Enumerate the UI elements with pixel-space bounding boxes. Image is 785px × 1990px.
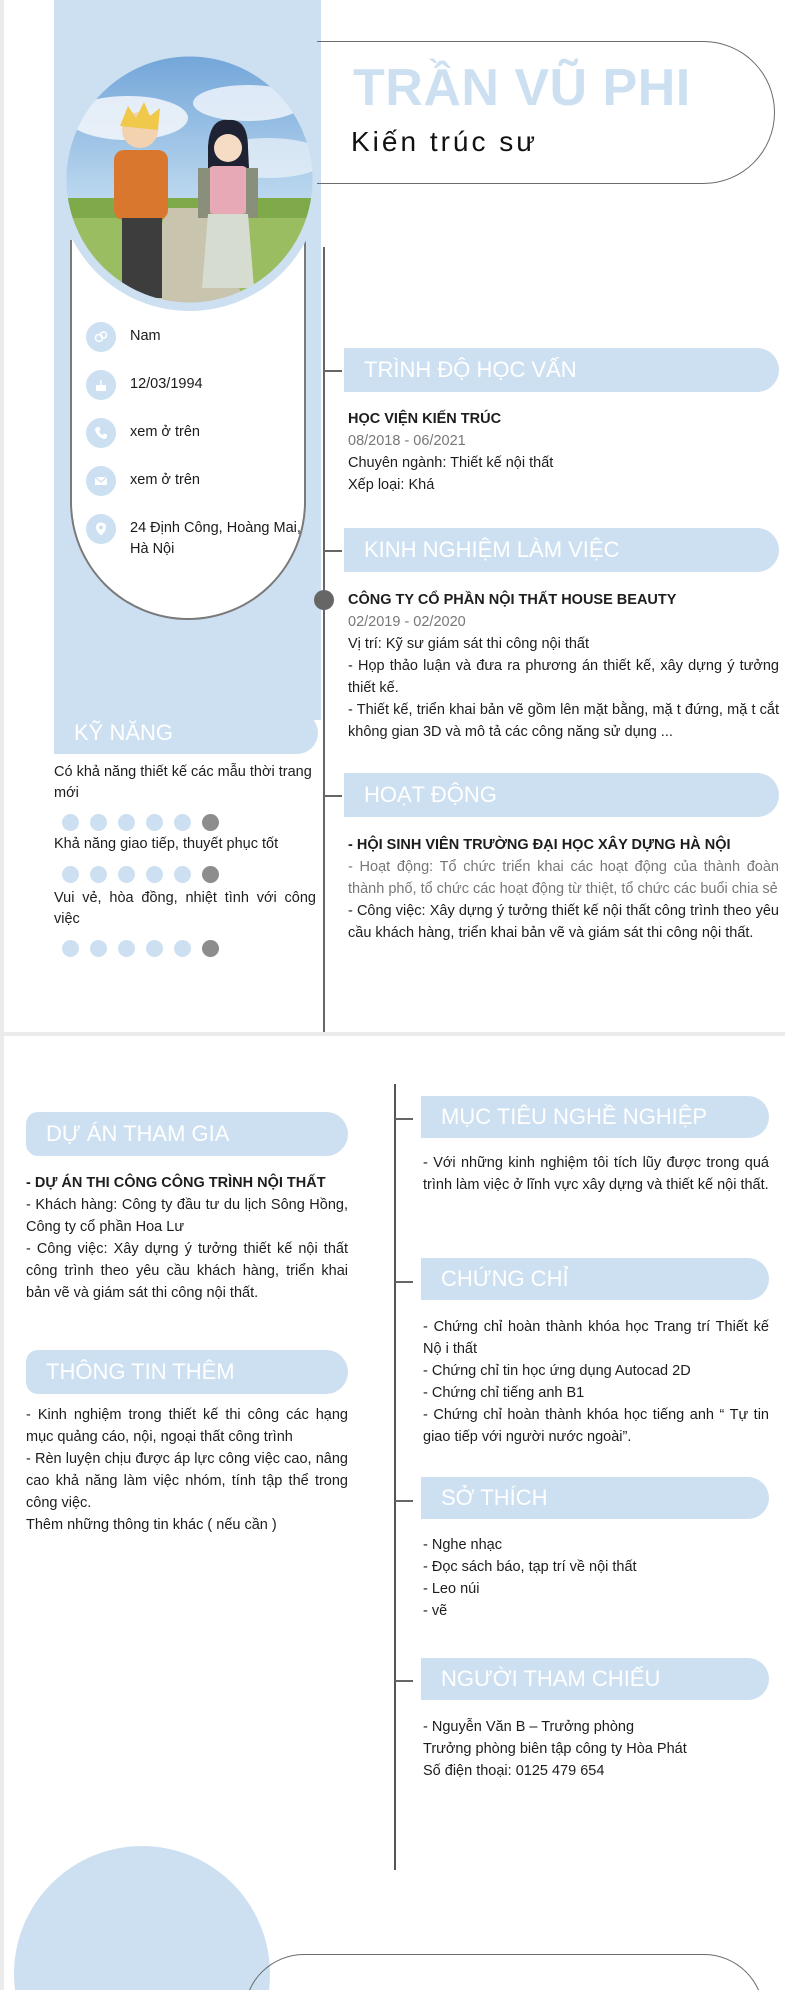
timeline-tick: [324, 370, 342, 372]
school-name: HỌC VIỆN KIẾN TRÚC: [348, 411, 502, 427]
rating-dot: [174, 940, 191, 957]
education-major: Chuyên ngành: Thiết kế nội thất: [348, 455, 554, 471]
hobbies-block: [423, 1534, 769, 1622]
rating-dot: [118, 940, 135, 957]
birthday-cake-icon: [86, 370, 116, 400]
timeline-tick: [324, 795, 342, 797]
timeline-tick: [395, 1500, 413, 1502]
rating-dot: [202, 940, 219, 957]
education-period: 08/2018 - 06/2021: [348, 433, 466, 449]
rating-dot: [146, 940, 163, 957]
birthday-row: [86, 374, 306, 400]
activity-line-2: - Công việc: Xây dựng ý tưởng thiết kế nội thất công trình theo yêu cầu khách hàng, triển khai bản vẽ và giám sát thi công nội thất.: [348, 903, 779, 941]
goals-heading: MỤC TIÊU NGHỀ NGHIỆP: [421, 1096, 769, 1138]
hobby-line-3: - Leo núi: [423, 1581, 480, 1597]
birthday-text: 12/03/1994: [130, 376, 203, 392]
avatar-illustration: [58, 48, 321, 311]
rating-dot: [174, 814, 191, 831]
hobby-line-2: - Đọc sách báo, tạp trí về nội thất: [423, 1559, 637, 1575]
rating-dot: [146, 866, 163, 883]
certificate-line-4: - Chứng chỉ hoàn thành khóa học tiếng anh “ Tự tin giao tiếp với người nước ngoài”.: [423, 1407, 769, 1445]
skill-3-rating: [62, 940, 219, 957]
candidate-name: TRẦN VŨ PHI: [353, 59, 691, 117]
education-grade: Xếp loại: Khá: [348, 477, 435, 493]
goals-line-1: - Với những kinh nghiệm tôi tích lũy được trong quá trình làm việc ở lĩnh vực xây dựng và thiết kế nội thất.: [423, 1155, 769, 1193]
phone-text: xem ở trên: [130, 424, 200, 440]
project-title: - DỰ ÁN THI CÔNG CÔNG TRÌNH NỘI THẤT: [26, 1175, 326, 1191]
skill-1-label: Có khả năng thiết kế các mẫu thời trang mới: [54, 764, 312, 801]
rating-dot: [62, 866, 79, 883]
certificate-line-3: - Chứng chỉ tiếng anh B1: [423, 1385, 585, 1401]
experience-line-2: - Thiết kế, triển khai bản vẽ gồm lên mặt bằng, mặ t đứng, mặ t cắt không gian 3D và mô tả các công năng sử dụng ...: [348, 702, 779, 740]
email-icon: [86, 466, 116, 496]
education-heading: TRÌNH ĐỘ HỌC VẤN: [344, 348, 779, 392]
skill-3-label: Vui vẻ, hòa đồng, nhiệt tình với công việc: [54, 890, 316, 927]
rating-dot: [118, 814, 135, 831]
skills-heading: KỸ NĂNG: [54, 712, 318, 754]
rating-dot: [202, 814, 219, 831]
email-row: [86, 470, 306, 496]
timeline-line-2: [394, 1084, 396, 1870]
decor-arc: [244, 1954, 764, 1990]
timeline-tick: [395, 1680, 413, 1682]
location-pin-icon: [86, 514, 116, 544]
activity-line-1: - Hoạt động: Tổ chức triển khai các hoạt động của thành đoàn thành phố, tổ chức các hoạt động từ thiệt, tổ chức các buổi chia sẻ: [348, 859, 779, 897]
rating-dot: [62, 814, 79, 831]
extra-block: [26, 1404, 348, 1536]
extra-line-3: Thêm những thông tin khác ( nếu cần ): [26, 1517, 277, 1533]
skill-2-rating: [62, 866, 219, 883]
address-text: 24 Định Công, Hoàng Mai, Hà Nội: [130, 520, 301, 557]
phone-row: [86, 422, 306, 448]
activities-heading: HOẠT ĐỘNG: [344, 773, 779, 817]
reference-line-1: - Nguyễn Văn B – Trưởng phòng: [423, 1719, 635, 1735]
projects-heading: DỰ ÁN THAM GIA: [26, 1112, 348, 1156]
timeline-dot: [314, 590, 334, 610]
timeline-tick: [395, 1281, 413, 1283]
rating-dot: [90, 814, 107, 831]
gender-text: Nam: [130, 328, 161, 344]
gender-row: [86, 326, 306, 352]
goals-block: [423, 1152, 769, 1196]
hobbies-heading: SỞ THÍCH: [421, 1477, 769, 1519]
rating-dot: [202, 866, 219, 883]
cv-page-1: [4, 0, 785, 1032]
timeline-tick: [395, 1118, 413, 1120]
rating-dot: [174, 866, 191, 883]
company-name: CÔNG TY CỔ PHẦN NỘI THẤT HOUSE BEAUTY: [348, 592, 677, 608]
projects-block: [26, 1172, 348, 1304]
rating-dot: [62, 940, 79, 957]
rating-dot: [146, 814, 163, 831]
cv-page-2: [4, 1036, 785, 1990]
experience-position: Vị trí: Kỹ sư giám sát thi công nội thất: [348, 636, 590, 652]
certificate-line-2: - Chứng chỉ tin học ứng dụng Autocad 2D: [423, 1363, 691, 1379]
email-text: xem ở trên: [130, 472, 200, 488]
activities-block: [348, 834, 779, 944]
certificates-block: [423, 1316, 769, 1448]
extra-line-2: - Rèn luyện chịu được áp lực công việc cao, nâng cao khả năng làm việc nhóm, tính tập thể trong công việc.: [26, 1451, 348, 1511]
references-block: [423, 1716, 769, 1782]
extra-line-1: - Kinh nghiệm trong thiết kế thi công các hạng mục quảng cáo, nội, ngoại thất công trình: [26, 1407, 348, 1445]
experience-line-1: - Họp thảo luận và đưa ra phương án thiết kế, xây dựng ý tưởng thiết kế.: [348, 658, 779, 696]
rating-dot: [118, 866, 135, 883]
address-row: [86, 518, 306, 560]
avatar: [58, 48, 321, 311]
hobby-line-1: - Nghe nhạc: [423, 1537, 502, 1553]
activity-org: - HỘI SINH VIÊN TRƯỜNG ĐẠI HỌC XÂY DỰNG HÀ NỘI: [348, 837, 731, 853]
skill-1-rating: [62, 814, 219, 831]
skill-2-label: Khả năng giao tiếp, thuyết phục tốt: [54, 836, 279, 852]
gender-icon: [86, 322, 116, 352]
education-block: [348, 408, 776, 496]
experience-block: [348, 589, 779, 743]
rating-dot: [90, 866, 107, 883]
decor-circle: [14, 1846, 270, 1990]
rating-dot: [90, 940, 107, 957]
reference-line-2: Trưởng phòng biên tập công ty Hòa Phát: [423, 1741, 687, 1757]
references-heading: NGƯỜI THAM CHIẾU: [421, 1658, 769, 1700]
experience-heading: KINH NGHIỆM LÀM VIỆC: [344, 528, 779, 572]
project-line-1: - Khách hàng: Công ty đầu tư du lịch Sông Hồng, Công ty cổ phần Hoa Lư: [26, 1197, 348, 1235]
job-title: Kiến trúc sư: [351, 126, 539, 157]
reference-line-3: Số điện thoại: 0125 479 654: [423, 1763, 605, 1779]
timeline-line: [323, 247, 325, 1032]
timeline-tick: [324, 550, 342, 552]
hobby-line-4: - vẽ: [423, 1603, 448, 1619]
certificate-line-1: - Chứng chỉ hoàn thành khóa học Trang trí Thiết kế Nộ i thất: [423, 1319, 769, 1357]
extra-heading: THÔNG TIN THÊM: [26, 1350, 348, 1394]
experience-period: 02/2019 - 02/2020: [348, 614, 466, 630]
project-line-2: - Công việc: Xây dựng ý tưởng thiết kế nội thất công trình theo yêu cầu khách hàng, triển khai bản vẽ và giám sát thi công nội thất.: [26, 1241, 348, 1301]
certificates-heading: CHỨNG CHỈ: [421, 1258, 769, 1300]
phone-icon: [86, 418, 116, 448]
